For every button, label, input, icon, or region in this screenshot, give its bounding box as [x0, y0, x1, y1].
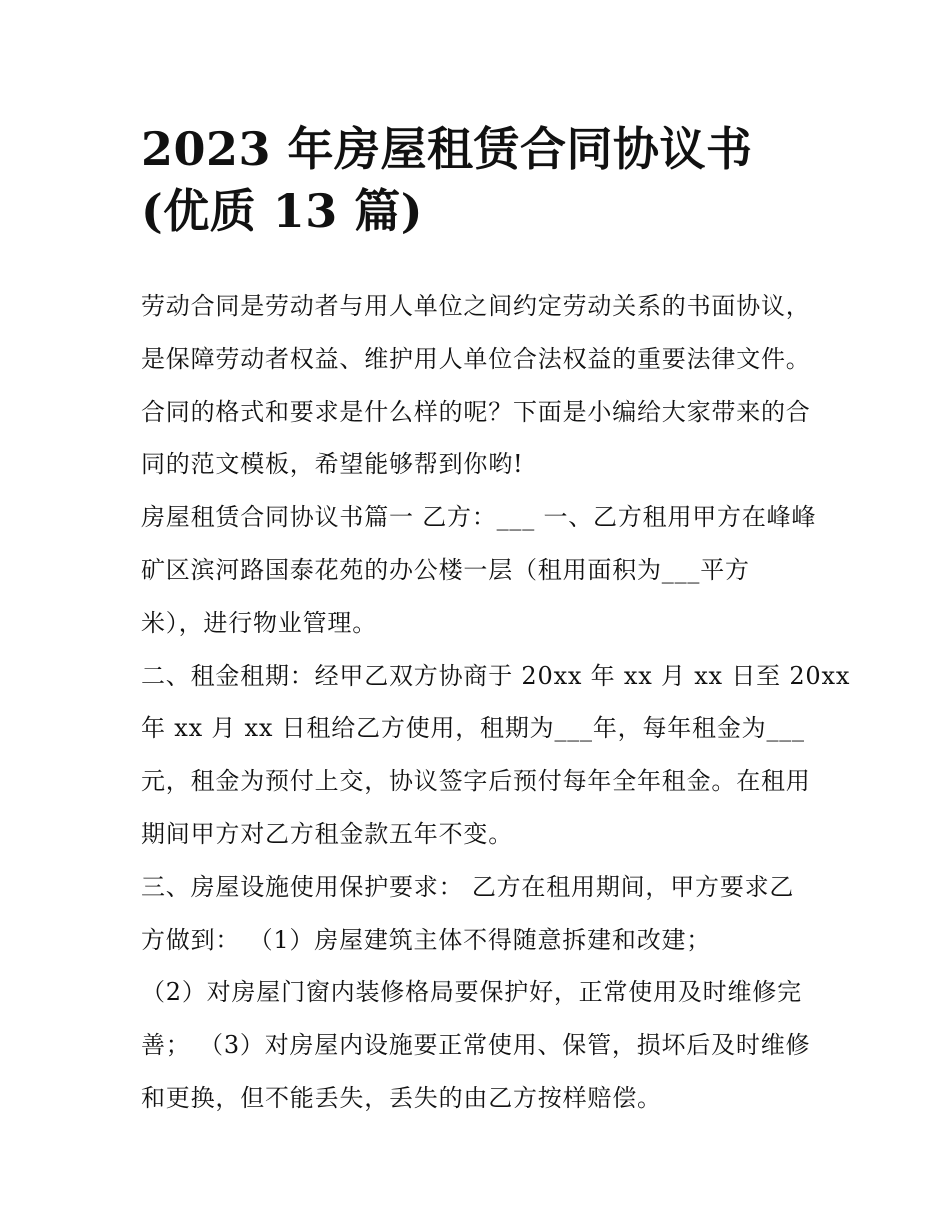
body-line: 元，租金为预付上交，协议签字后预付每年全年租金。在租用: [141, 767, 811, 796]
title-line: (优质 13 篇): [141, 184, 424, 238]
body-line: 年 xx 月 xx 日租给乙方使用，租期为___年，每年租金为___: [141, 714, 805, 743]
body-line: 米），进行物业管理。: [141, 608, 377, 637]
body-line: 合同的格式和要求是什么样的呢？下面是小编给大家带来的合: [141, 397, 811, 426]
body-line: 三、房屋设施使用保护要求： 乙方在租用期间，甲方要求乙: [141, 872, 795, 901]
body-line: 期间甲方对乙方租金款五年不变。: [141, 819, 513, 848]
body-line: 善； （3）对房屋内设施要正常使用、保管，损坏后及时维修: [141, 1031, 811, 1060]
body-line: 矿区滨河路国泰花苑的办公楼一层（租用面积为___平方: [141, 555, 750, 584]
body-line: 劳动合同是劳动者与用人单位之间约定劳动关系的书面协议，: [141, 292, 811, 320]
body-line: 方做到： （1）房屋建筑主体不得随意拆建和改建；: [141, 925, 712, 954]
title-line: 2023 年房屋租赁合同协议书: [141, 122, 753, 176]
body-line: 是保障劳动者权益、维护用人单位合法权益的重要法律文件。: [141, 344, 811, 373]
body-line: （2）对房屋门窗内装修格局要保护好，正常使用及时维修完: [141, 978, 802, 1007]
body-line: 二、租金租期：经甲乙双方协商于 20xx 年 xx 月 xx 日至 20xx: [141, 661, 851, 690]
document-body: [141, 280, 851, 1125]
body-line: 房屋租赁合同协议书篇一 乙方：___ 一、乙方租用甲方在峰峰: [141, 503, 817, 532]
body-line: 同的范文模板，希望能够帮到你哟!: [141, 450, 524, 479]
document-title: [141, 118, 821, 242]
body-line: 和更换，但不能丢失，丢失的由乙方按样赔偿。: [141, 1083, 662, 1112]
